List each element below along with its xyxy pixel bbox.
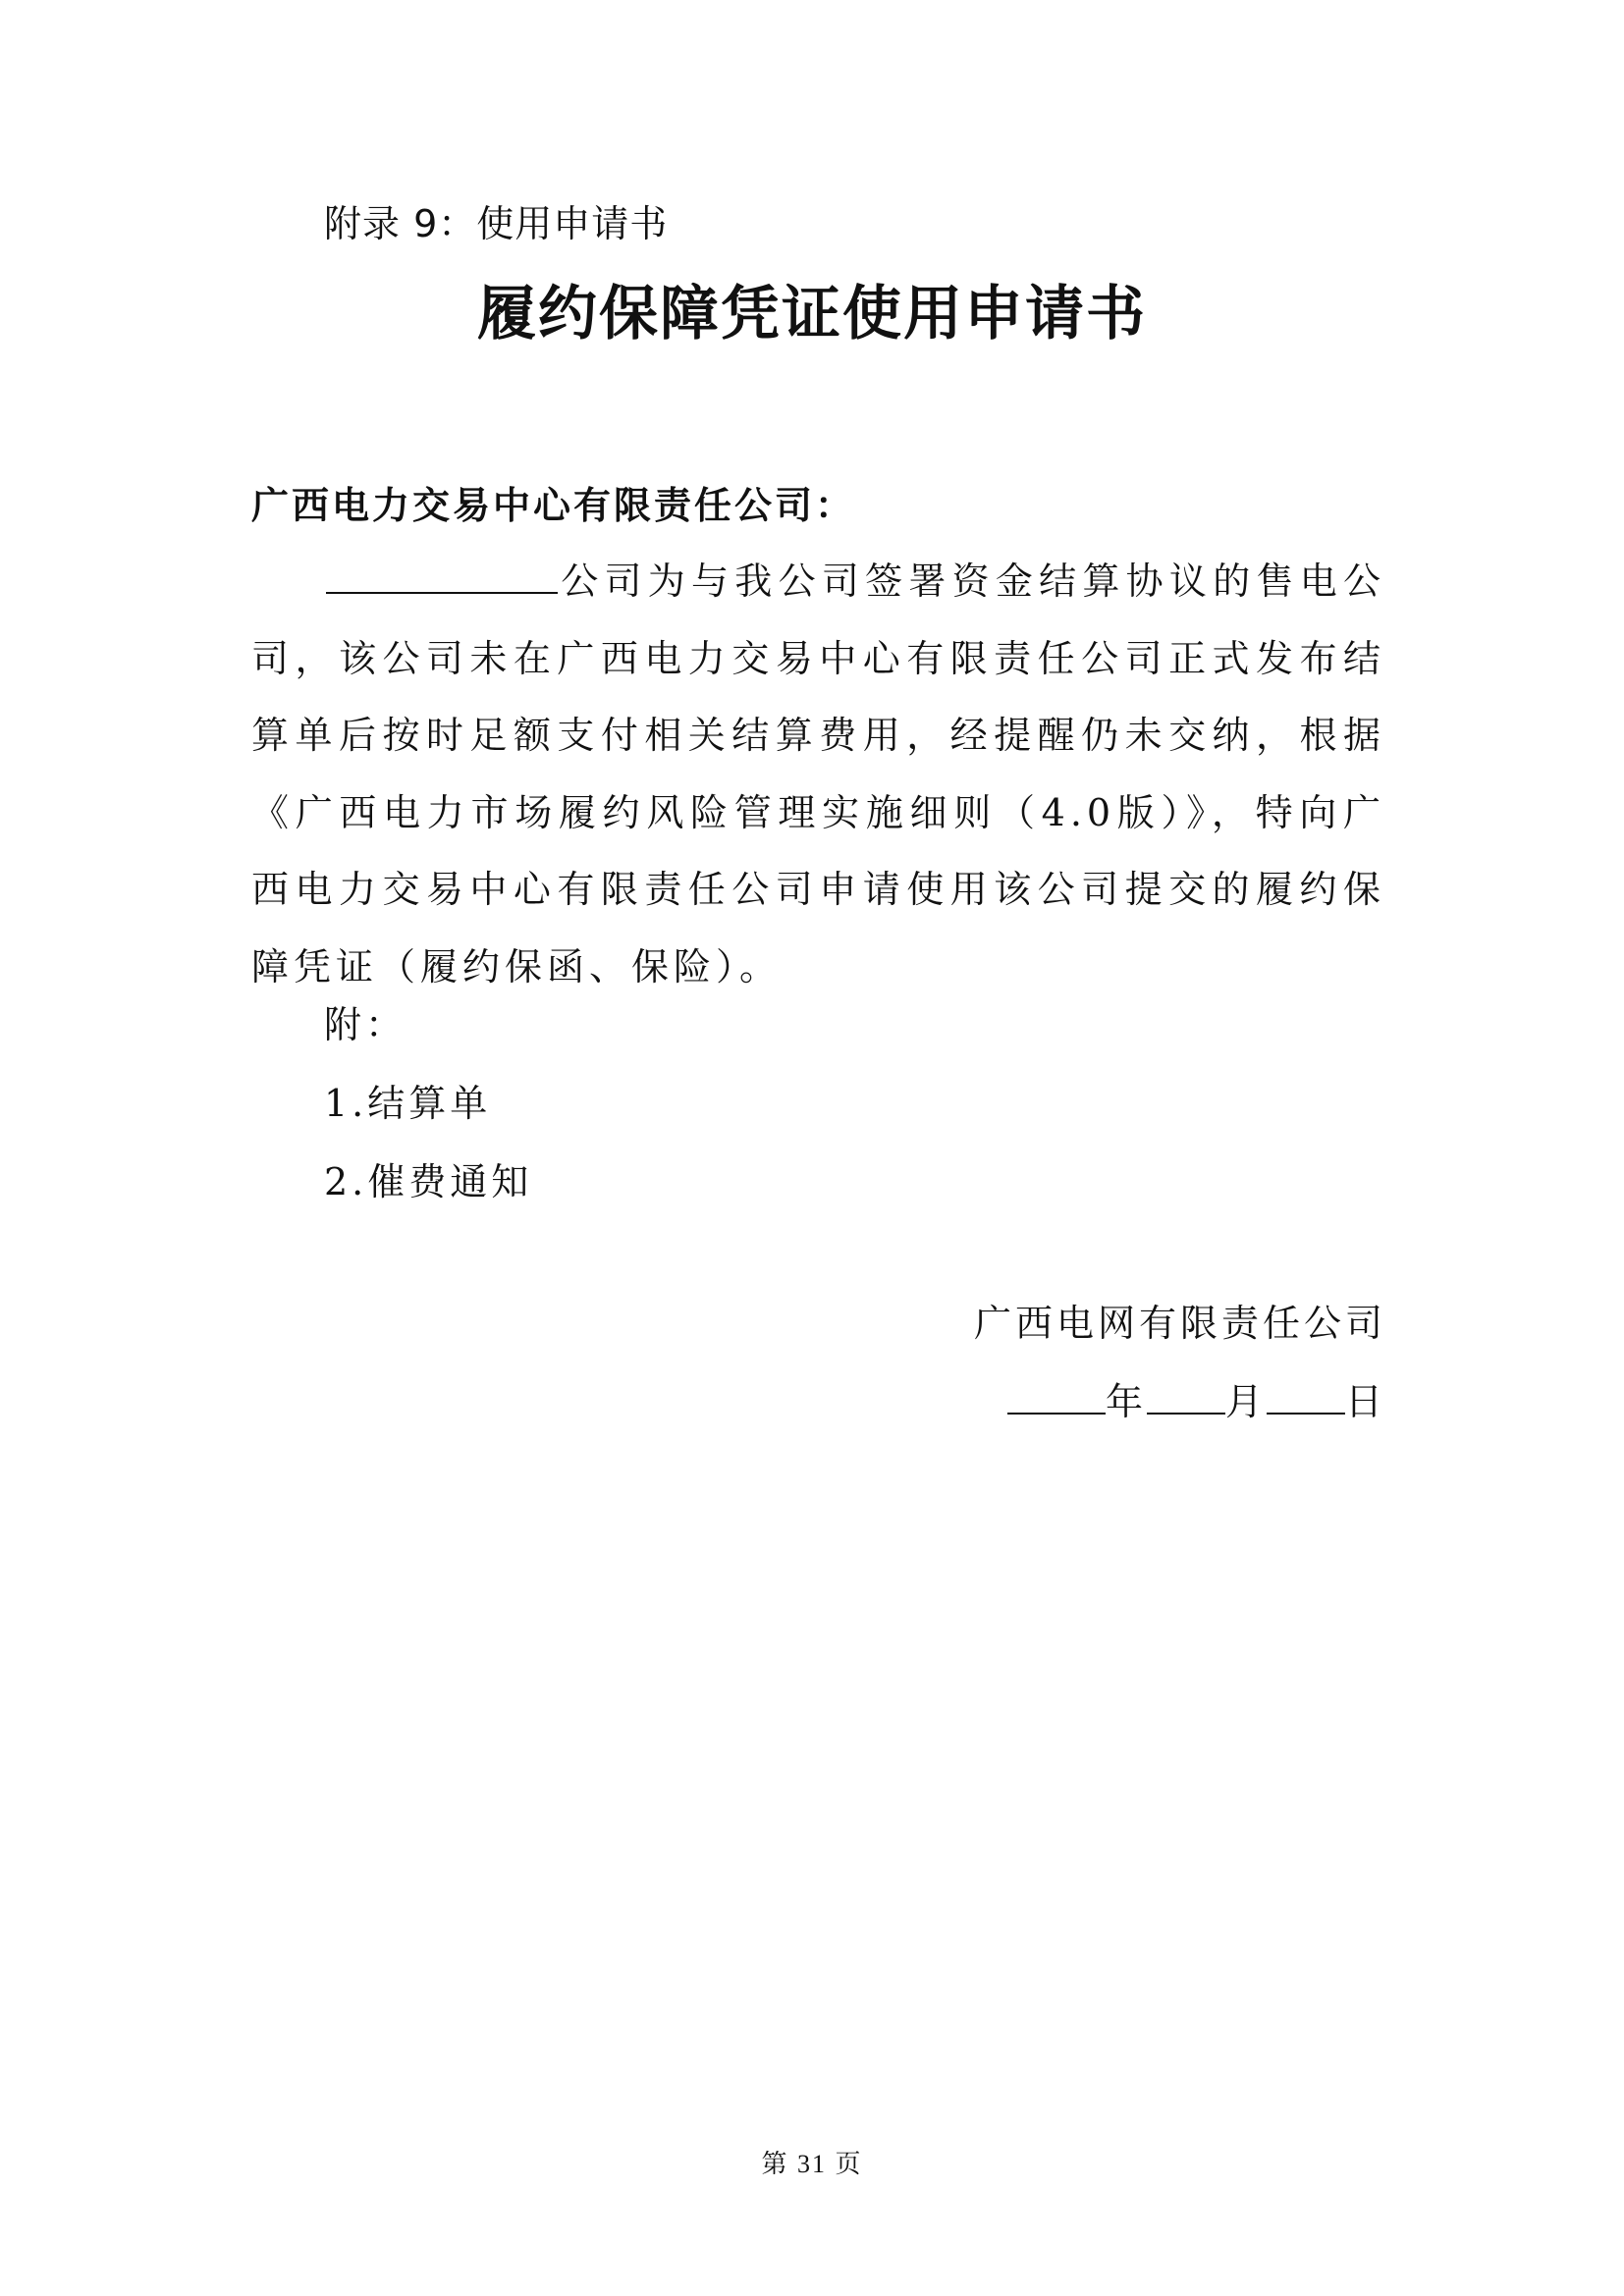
day-label: 日: [1344, 1380, 1386, 1423]
signature-company: 广西电网有限责任公司: [973, 1302, 1386, 1345]
signature-date: [1007, 1374, 1386, 1429]
month-label: 月: [1224, 1380, 1267, 1423]
attachments-heading: 附：: [324, 1003, 407, 1046]
body-text: 公司为与我公司签署资金结算协议的售电公司，该公司未在广西电力交易中心有限责任公司正式发布结算单后按时足额支付相关结算费用，经提醒仍未交纳，根据《广西电力市场履约风险管理实施细则（4.0版）》，特向广西电力交易中心有限责任公司申请使用该公司提交的履约保障凭证（履约保函、保险）。: [251, 560, 1385, 988]
year-blank: [1007, 1375, 1106, 1415]
appendix-label: 附录 9：使用申请书: [324, 202, 669, 245]
document-title: 履约保障凭证使用申请书: [477, 280, 1147, 348]
year-label: 年: [1105, 1380, 1147, 1423]
attachment-item: 2.催费通知: [324, 1160, 533, 1203]
month-blank: [1147, 1375, 1225, 1415]
company-name-blank: [326, 555, 558, 594]
addressee: 广西电力交易中心有限责任公司：: [251, 484, 856, 527]
page-number: 第 31 页: [761, 2150, 863, 2178]
day-blank: [1267, 1375, 1345, 1415]
body-paragraph: [251, 543, 1385, 1005]
attachment-item: 1.结算单: [324, 1082, 492, 1125]
